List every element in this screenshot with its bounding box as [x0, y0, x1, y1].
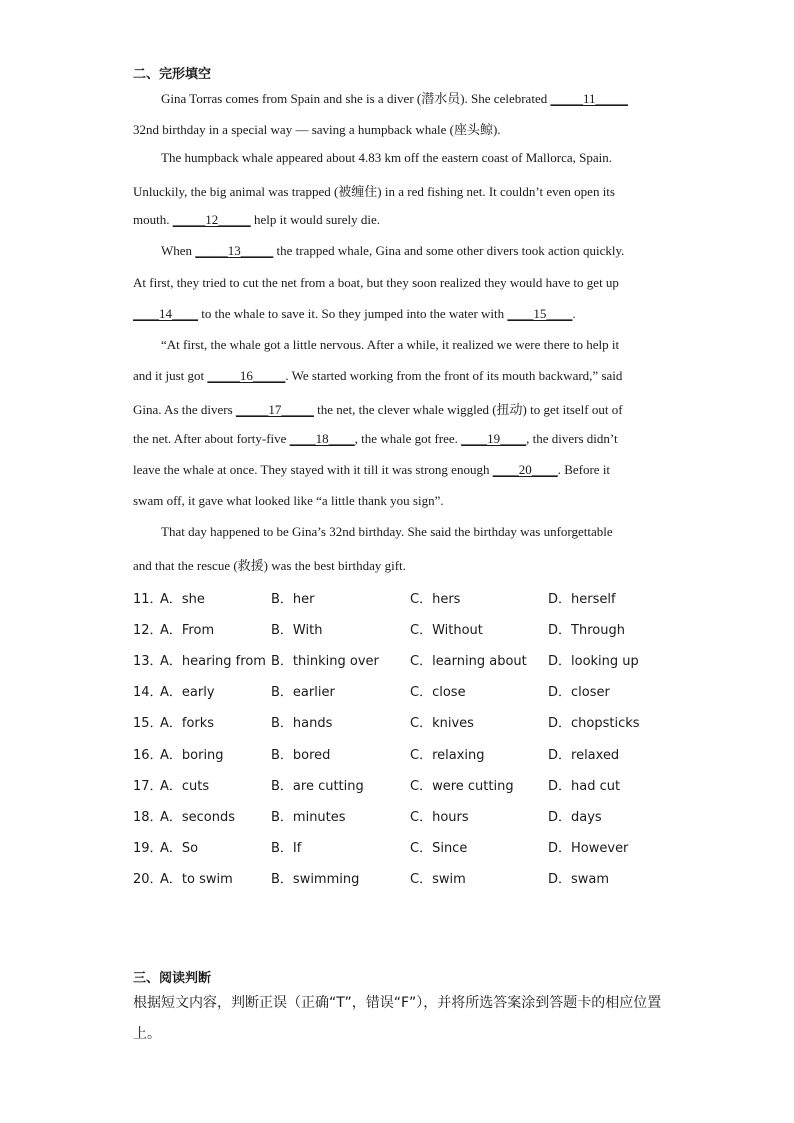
question-17-options [133, 775, 693, 793]
option-d[interactable]: D．herself [548, 592, 616, 607]
blank-14: ____14____ [133, 306, 198, 321]
question-number: 18． [133, 810, 163, 825]
passage-text: , the whale got free. [354, 431, 462, 446]
option-d[interactable]: D．However [548, 841, 629, 856]
passage-line-11 [133, 399, 657, 418]
passage-text: help it would surely die. [250, 212, 380, 227]
passage-text: “At first, the whale got a little nervous. After a while, it realized we were there to help it [161, 337, 620, 352]
option-b[interactable]: B．bored [271, 748, 331, 763]
question-number: 12． [133, 623, 163, 638]
question-18-options [133, 806, 693, 824]
option-d[interactable]: D．relaxed [548, 748, 620, 763]
question-number: 17． [133, 779, 163, 794]
option-d[interactable]: D．looking up [548, 654, 639, 669]
passage-line-4 [133, 181, 657, 200]
question-14-options [133, 681, 693, 699]
option-c[interactable]: C．swim [410, 872, 466, 887]
option-c[interactable]: C．hours [410, 810, 469, 825]
option-b[interactable]: B．thinking over [271, 654, 379, 669]
option-c[interactable]: C．were cutting [410, 779, 514, 794]
option-a[interactable]: A．So [160, 841, 199, 856]
question-13-options [133, 650, 693, 668]
option-d[interactable]: D．Through [548, 623, 625, 638]
passage-text: and it just got [133, 368, 208, 383]
passage-line-16 [133, 555, 657, 574]
option-b[interactable]: B．earlier [271, 685, 335, 700]
question-number: 15． [133, 716, 163, 731]
question-number: 16． [133, 748, 163, 763]
passage-line-1 [161, 88, 657, 107]
passage-text: Gina Torras comes from Spain and she is a diver (潜水员). She celebrated [161, 91, 551, 106]
blank-12: _____12_____ [172, 212, 251, 227]
passage-line-9 [161, 337, 657, 353]
passage-text: and that the rescue (救援) was the best birthday gift. [133, 558, 406, 573]
passage-line-6 [161, 243, 657, 259]
passage-line-14 [133, 493, 657, 509]
option-b[interactable]: B．swimming [271, 872, 360, 887]
passage-line-10 [133, 368, 657, 384]
option-b[interactable]: B．her [271, 592, 315, 607]
question-19-options [133, 837, 693, 855]
passage-text: the net. After about forty-five [133, 431, 290, 446]
question-15-options [133, 712, 693, 730]
option-a[interactable]: A．cuts [160, 779, 210, 794]
passage-line-8 [133, 306, 657, 322]
option-b[interactable]: B．are cutting [271, 779, 364, 794]
option-c[interactable]: C．close [410, 685, 466, 700]
passage-text: 32nd birthday in a special way — saving a humpback whale (座头鲸). [133, 122, 501, 137]
option-d[interactable]: D．closer [548, 685, 610, 700]
option-d[interactable]: D．days [548, 810, 602, 825]
passage-text: At first, they tried to cut the net from a boat, but they soon realized they would have to get up [133, 275, 619, 290]
passage-text: Gina. As the divers [133, 402, 236, 417]
passage-text: to the whale to save it. So they jumped into the water with [198, 306, 508, 321]
option-b[interactable]: B．If [271, 841, 302, 856]
section3-instruction-cont: 上。 [133, 1026, 161, 1042]
passage-text: . Before it [557, 462, 611, 477]
option-a[interactable]: A．to swim [160, 872, 233, 887]
option-c[interactable]: C．learning about [410, 654, 527, 669]
blank-16: _____16_____ [207, 368, 286, 383]
option-a[interactable]: A．she [160, 592, 205, 607]
option-a[interactable]: A．hearing from [160, 654, 266, 669]
option-d[interactable]: D．had cut [548, 779, 621, 794]
section2-title: 二、完形填空 [133, 67, 212, 82]
passage-text: The humpback whale appeared about 4.83 km off the eastern coast of Mallorca, Spain. [161, 150, 612, 165]
passage-text: swam off, it gave what looked like “a little thank you sign”. [133, 493, 444, 508]
option-d[interactable]: D．swam [548, 872, 610, 887]
passage-line-3 [161, 150, 657, 166]
passage-line-15 [161, 524, 657, 540]
blank-11: _____11_____ [550, 91, 628, 106]
passage-text: . [572, 306, 576, 321]
blank-18: ____18____ [289, 431, 355, 446]
passage-text: the net, the clever whale wiggled (扭动) to get itself out of [313, 402, 623, 417]
option-a[interactable]: A．early [160, 685, 215, 700]
question-16-options [133, 744, 693, 762]
blank-17: _____17_____ [235, 402, 314, 417]
passage-text: Unluckily, the big animal was trapped (被缠住) in a red fishing net. It couldn’t even open its [133, 184, 615, 199]
section3-title: 三、阅读判断 [133, 971, 212, 986]
option-c[interactable]: C．Since [410, 841, 468, 856]
passage-line-2 [133, 119, 657, 138]
passage-text: leave the whale at once. They stayed with it till it was strong enough [133, 462, 493, 477]
option-c[interactable]: C．knives [410, 716, 474, 731]
question-number: 19． [133, 841, 163, 856]
passage-line-7 [133, 275, 657, 291]
passage-line-12 [133, 431, 657, 447]
option-d[interactable]: D．chopsticks [548, 716, 640, 731]
option-c[interactable]: C．hers [410, 592, 461, 607]
section3-instruction: 根据短文内容，判断正误（正确“T”，错误“F”），并将所选答案涂到答题卡的相应位置 [133, 995, 662, 1011]
option-a[interactable]: A．boring [160, 748, 224, 763]
option-b[interactable]: B．minutes [271, 810, 346, 825]
question-number: 13． [133, 654, 163, 669]
passage-text: mouth. [133, 212, 173, 227]
option-a[interactable]: A．seconds [160, 810, 236, 825]
option-c[interactable]: C．Without [410, 623, 483, 638]
blank-13: _____13_____ [195, 243, 274, 258]
question-12-options [133, 619, 693, 637]
blank-15: ____15____ [507, 306, 573, 321]
question-20-options [133, 868, 693, 886]
passage-text: That day happened to be Gina’s 32nd birthday. She said the birthday was unforgettable [161, 524, 613, 539]
passage-text: When [161, 243, 196, 258]
option-a[interactable]: A．From [160, 623, 215, 638]
passage-text: the trapped whale, Gina and some other divers took action quickly. [273, 243, 625, 258]
question-11-options [133, 588, 693, 606]
passage-line-13 [133, 462, 657, 478]
question-number: 11． [133, 592, 163, 607]
question-number: 20． [133, 872, 163, 887]
option-b[interactable]: B．hands [271, 716, 333, 731]
blank-19: ____19____ [461, 431, 527, 446]
blank-20: ____20____ [492, 462, 558, 477]
question-number: 14． [133, 685, 163, 700]
option-a[interactable]: A．forks [160, 716, 215, 731]
passage-text: , the divers didn’t [526, 431, 618, 446]
passage-text: . We started working from the front of its mouth backward,” said [285, 368, 623, 383]
option-c[interactable]: C．relaxing [410, 748, 485, 763]
option-b[interactable]: B．With [271, 623, 323, 638]
passage-line-5 [133, 212, 657, 228]
